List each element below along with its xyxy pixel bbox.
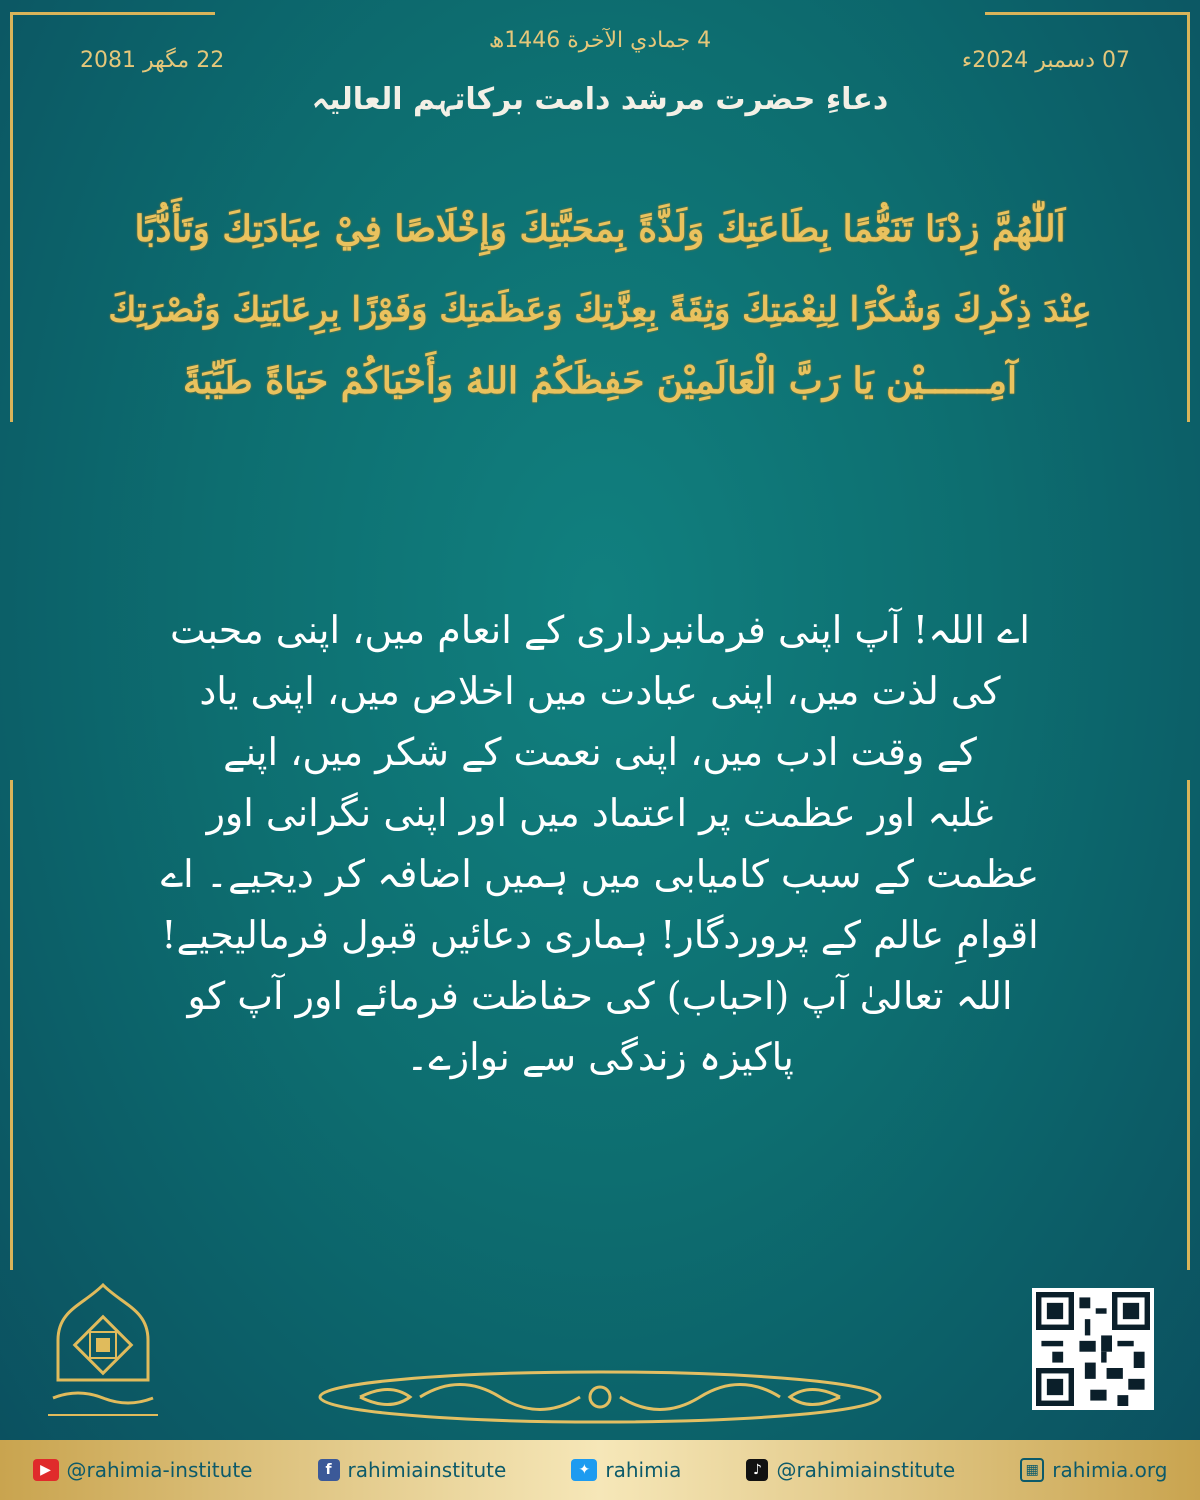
urdu-line: اے اللہ! آپ اپنی فرمانبرداری کے انعام میں، اپنی محبت bbox=[170, 608, 1030, 652]
urdu-line: عظمت کے سبب کامیابی میں ہمیں اضافہ کر دیجیے۔ اے bbox=[160, 852, 1040, 896]
web-icon: ▦ bbox=[1020, 1458, 1044, 1482]
tiktok-link[interactable] bbox=[746, 1458, 955, 1482]
twitter-handle: rahimia bbox=[605, 1458, 682, 1482]
arabic-line-1: اَللّٰهُمَّ زِدْنَا تَنَعُّمًا بِطَاعَتِكَ وَلَذَّةً بِمَحَبَّتِكَ وَإِخْلَاصًا فِيْ عِبَادَتِكَ وَتَأَدُّبًا bbox=[134, 208, 1066, 250]
frame-left-top bbox=[10, 12, 13, 422]
frame-right-top bbox=[1187, 12, 1190, 422]
page-title: دعاءِ حضرت مرشد دامت برکاتہم العالیہ bbox=[311, 82, 889, 117]
website-link[interactable] bbox=[1020, 1458, 1167, 1482]
facebook-icon: f bbox=[318, 1459, 340, 1481]
urdu-line: کی لذت میں، اپنی عبادت میں اخلاص میں، اپنی یاد bbox=[199, 669, 1001, 713]
hijri-date: 4 جمادي الآخرة 1446ھ bbox=[488, 28, 712, 53]
gregorian-date: 07 دسمبر 2024ء bbox=[961, 48, 1130, 73]
website-url: rahimia.org bbox=[1052, 1458, 1168, 1482]
ornament-divider bbox=[300, 1362, 900, 1432]
facebook-link[interactable] bbox=[318, 1458, 507, 1482]
urdu-translation bbox=[140, 600, 1060, 1088]
rahimia-logo bbox=[38, 1280, 168, 1430]
urdu-line: پاکیزہ زندگی سے نوازے۔ bbox=[406, 1035, 794, 1079]
urdu-line: اللہ تعالیٰ آپ (احباب) کی حفاظت فرمائے اور آپ کو bbox=[187, 974, 1013, 1018]
frame-right-bottom bbox=[1187, 780, 1190, 1270]
youtube-handle: @rahimia-institute bbox=[66, 1458, 253, 1482]
facebook-handle: rahimiainstitute bbox=[347, 1458, 507, 1482]
twitter-link[interactable] bbox=[571, 1458, 681, 1482]
frame-top-right bbox=[985, 12, 1190, 15]
urdu-line: غلبہ اور عظمت پر اعتماد میں اور اپنی نگرانی اور bbox=[206, 791, 994, 835]
twitter-icon: ✦ bbox=[571, 1459, 597, 1481]
footer-bar bbox=[0, 1440, 1200, 1500]
qr-code[interactable] bbox=[1032, 1288, 1154, 1410]
urdu-line: کے وقت ادب میں، اپنی نعمت کے شکر میں، اپنے bbox=[223, 730, 977, 774]
frame-left-bottom bbox=[10, 780, 13, 1270]
tiktok-handle: @rahimiainstitute bbox=[776, 1458, 956, 1482]
arabic-line-3: آمِــــــيْن يَا رَبَّ الْعَالَمِيْنَ حَفِظَكُمُ اللهُ وَأَحْيَاكُمْ حَيَاةً طَيِّبَةً bbox=[183, 360, 1017, 402]
tiktok-icon: ♪ bbox=[746, 1459, 768, 1481]
youtube-link[interactable] bbox=[33, 1458, 253, 1482]
bikrami-date: 22 مگھر 2081 bbox=[80, 48, 225, 73]
arabic-line-2: عِنْدَ ذِكْرِكَ وَشُكْرًا لِنِعْمَتِكَ وَثِقَةً بِعِزَّتِكَ وَعَظَمَتِكَ وَفَوْزًا بِرِعَايَتِكَ وَنُصْرَتِكَ bbox=[108, 290, 1092, 330]
qr-code-icon bbox=[1036, 1292, 1150, 1406]
youtube-icon: ▶ bbox=[33, 1459, 59, 1481]
frame-top-left bbox=[10, 12, 215, 15]
urdu-line: اقوامِ عالم کے پروردگار! ہماری دعائیں قبول فرمالیجیے! bbox=[161, 913, 1039, 957]
